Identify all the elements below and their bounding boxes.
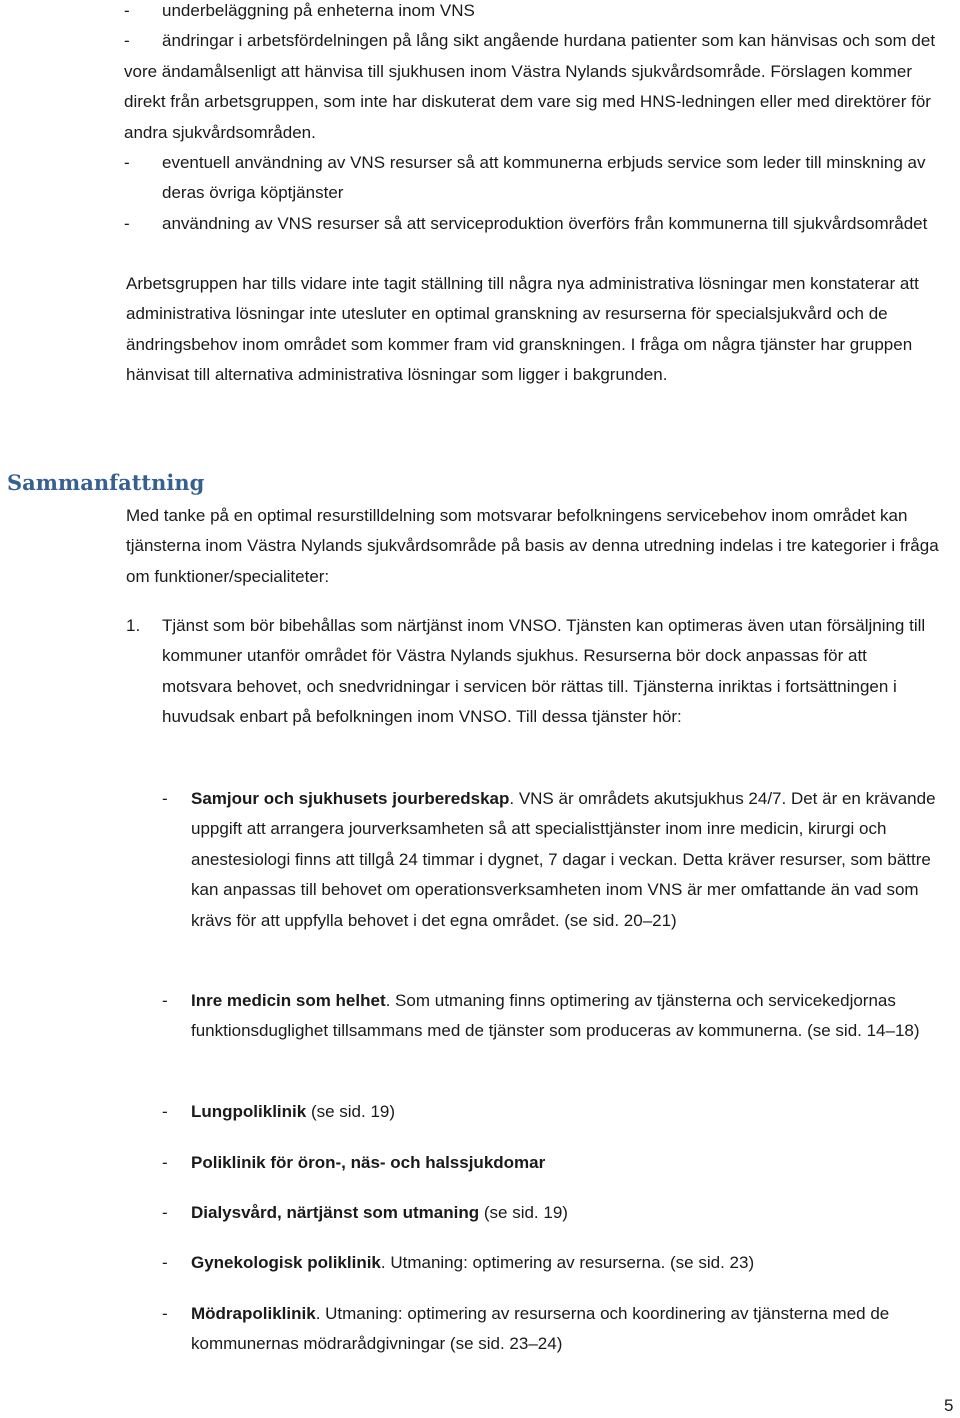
bullet-bold-title: Mödrapoliklinik xyxy=(191,1304,316,1323)
bullet-bold-title: Samjour och sjukhusets jourberedskap xyxy=(191,789,510,808)
bullet-item xyxy=(124,148,950,209)
bullet-dash: - xyxy=(124,1,130,20)
sub-bullet-item xyxy=(162,1148,952,1178)
bullet-dash: - xyxy=(162,1304,168,1323)
bullet-rest-text: . Utmaning: optimering av resurserna. (se sid. 23) xyxy=(380,1253,755,1272)
bullet-dash: - xyxy=(162,1153,168,1172)
sub-bullet-text xyxy=(191,1198,952,1228)
bullet-dash: - xyxy=(162,991,168,1010)
bullet-text: eventuell användning av VNS resurser så att kommunerna erbjuds service som leder till minskning av deras övriga köptjänster xyxy=(162,153,926,203)
bullet-bold-title: Inre medicin som helhet xyxy=(191,991,386,1010)
top-bullet-list xyxy=(124,0,950,239)
numbered-item-text: Tjänst som bör bibehållas som närtjänst inom VNSO. Tjänsten kan optimeras även utan försäljning till kommuner utanför området för Västra Nylands sjukhus. Resurserna bör dock anpassas för att motsvara behovet, och snedvridningar i servicen bör rättas till. Tjänsterna inriktas i fortsättningen i huvudsak enbart på befolkningen inom VNSO. Till dessa tjänster hör: xyxy=(162,616,926,727)
bullet-dash: - xyxy=(124,31,130,51)
bullet-dash: - xyxy=(124,213,130,233)
bullet-text: användning av VNS resurser så att serviceproduktion överförs från kommunerna till sjukvårdsområdet xyxy=(162,213,928,233)
bullet-dash: - xyxy=(162,1253,168,1272)
body-paragraph: Arbetsgruppen har tills vidare inte tagit ställning till några nya administrativa lösningar men konstaterar att administrativa lösningar inte utesluter en optimal granskning av resurserna för specialsjukvård och de ändringsbehov inom området som kommer fram vid granskningen. I fråga om några tjänster har gruppen hänvisat till alternativa administrativa lösningar som ligger i bakgrunden. xyxy=(126,274,919,385)
sub-bullet-item xyxy=(162,1198,952,1228)
sub-bullet-item xyxy=(162,784,952,936)
bullet-dash: - xyxy=(124,153,130,173)
sub-bullet-text xyxy=(191,1148,952,1178)
sub-bullet-text xyxy=(191,1299,952,1360)
bullet-bold-title: Dialysvård, närtjänst som utmaning xyxy=(191,1203,480,1222)
sub-bullet-item xyxy=(162,1248,952,1278)
item-number: 1. xyxy=(126,616,141,635)
bullet-rest-text: . Som utmaning finns optimering av tjänsterna och servicekedjornas funktionsduglighet tillsammans med de tjänster som produceras av kommunerna. (se sid. 14–18) xyxy=(191,991,920,1041)
bullet-dash: - xyxy=(162,789,168,808)
bullet-rest-text: (se sid. 19) xyxy=(306,1102,396,1121)
sub-bullet-text xyxy=(191,1248,952,1278)
page-number: 5 xyxy=(944,1396,954,1415)
bullet-rest-text: . VNS är områdets akutsjukhus 24/7. Det är en krävande uppgift att arrangera jourverksamheten så att specialisttjänster inom inre medicin, kirurgi och anestesiologi finns att tillgå 24 timmar i dygnet, 7 dagar i veckan. Detta kräver resurser, som bättre kan anpassas till behovet om operationsverksamheten inom VNS är mer omfattande än vad som krävs för att uppfylla behovet i det egna området. (se sid. 20–21) xyxy=(191,789,936,930)
numbered-item xyxy=(126,611,934,733)
sub-bullet-text xyxy=(191,784,952,936)
bullet-bold-title: Poliklinik för öron-, näs- och halssjukdomar xyxy=(191,1153,546,1172)
bullet-item xyxy=(124,26,950,148)
section-heading: Sammanfattning xyxy=(7,470,205,495)
bullet-dash: - xyxy=(162,1102,168,1121)
bullet-dash: - xyxy=(162,1203,168,1222)
bullet-item xyxy=(124,0,950,26)
sub-bullet-text xyxy=(191,986,952,1047)
bullet-bold-title: Gynekologisk poliklinik xyxy=(191,1253,381,1272)
summary-intro-paragraph: Med tanke på en optimal resurstilldelning som motsvarar befolkningens servicebehov inom området kan tjänsterna inom Västra Nylands sjukvårdsområde på basis av denna utredning indelas i tre kategorier i fråga om funktioner/specialiteter: xyxy=(126,506,939,586)
sub-bullet-item xyxy=(162,986,952,1047)
sub-bullet-item xyxy=(162,1097,952,1127)
sub-bullet-item xyxy=(162,1299,952,1360)
bullet-bold-title: Lungpoliklinik xyxy=(191,1102,307,1121)
bullet-rest-text: . Utmaning: optimering av resurserna och koordinering av tjänsterna med de kommunernas mödrarådgivningar (se sid. 23–24) xyxy=(191,1304,890,1354)
bullet-rest-text: (se sid. 19) xyxy=(479,1203,568,1222)
bullet-text: ändringar i arbetsfördelningen på lång sikt angående hurdana patienter som kan hänvisas och som det vore ändamålsenligt att hänvisa till sjukhusen inom Västra Nylands sjukvårdsområde. Förslagen kommer direkt från arbetsgruppen, som inte har diskuterat dem vare sig med HNS-ledningen eller med direktörer för andra sjukvårdsområden. xyxy=(124,31,936,142)
bullet-text: underbeläggning på enheterna inom VNS xyxy=(162,1,475,20)
sub-bullet-text xyxy=(191,1097,952,1127)
bullet-item xyxy=(124,209,950,239)
